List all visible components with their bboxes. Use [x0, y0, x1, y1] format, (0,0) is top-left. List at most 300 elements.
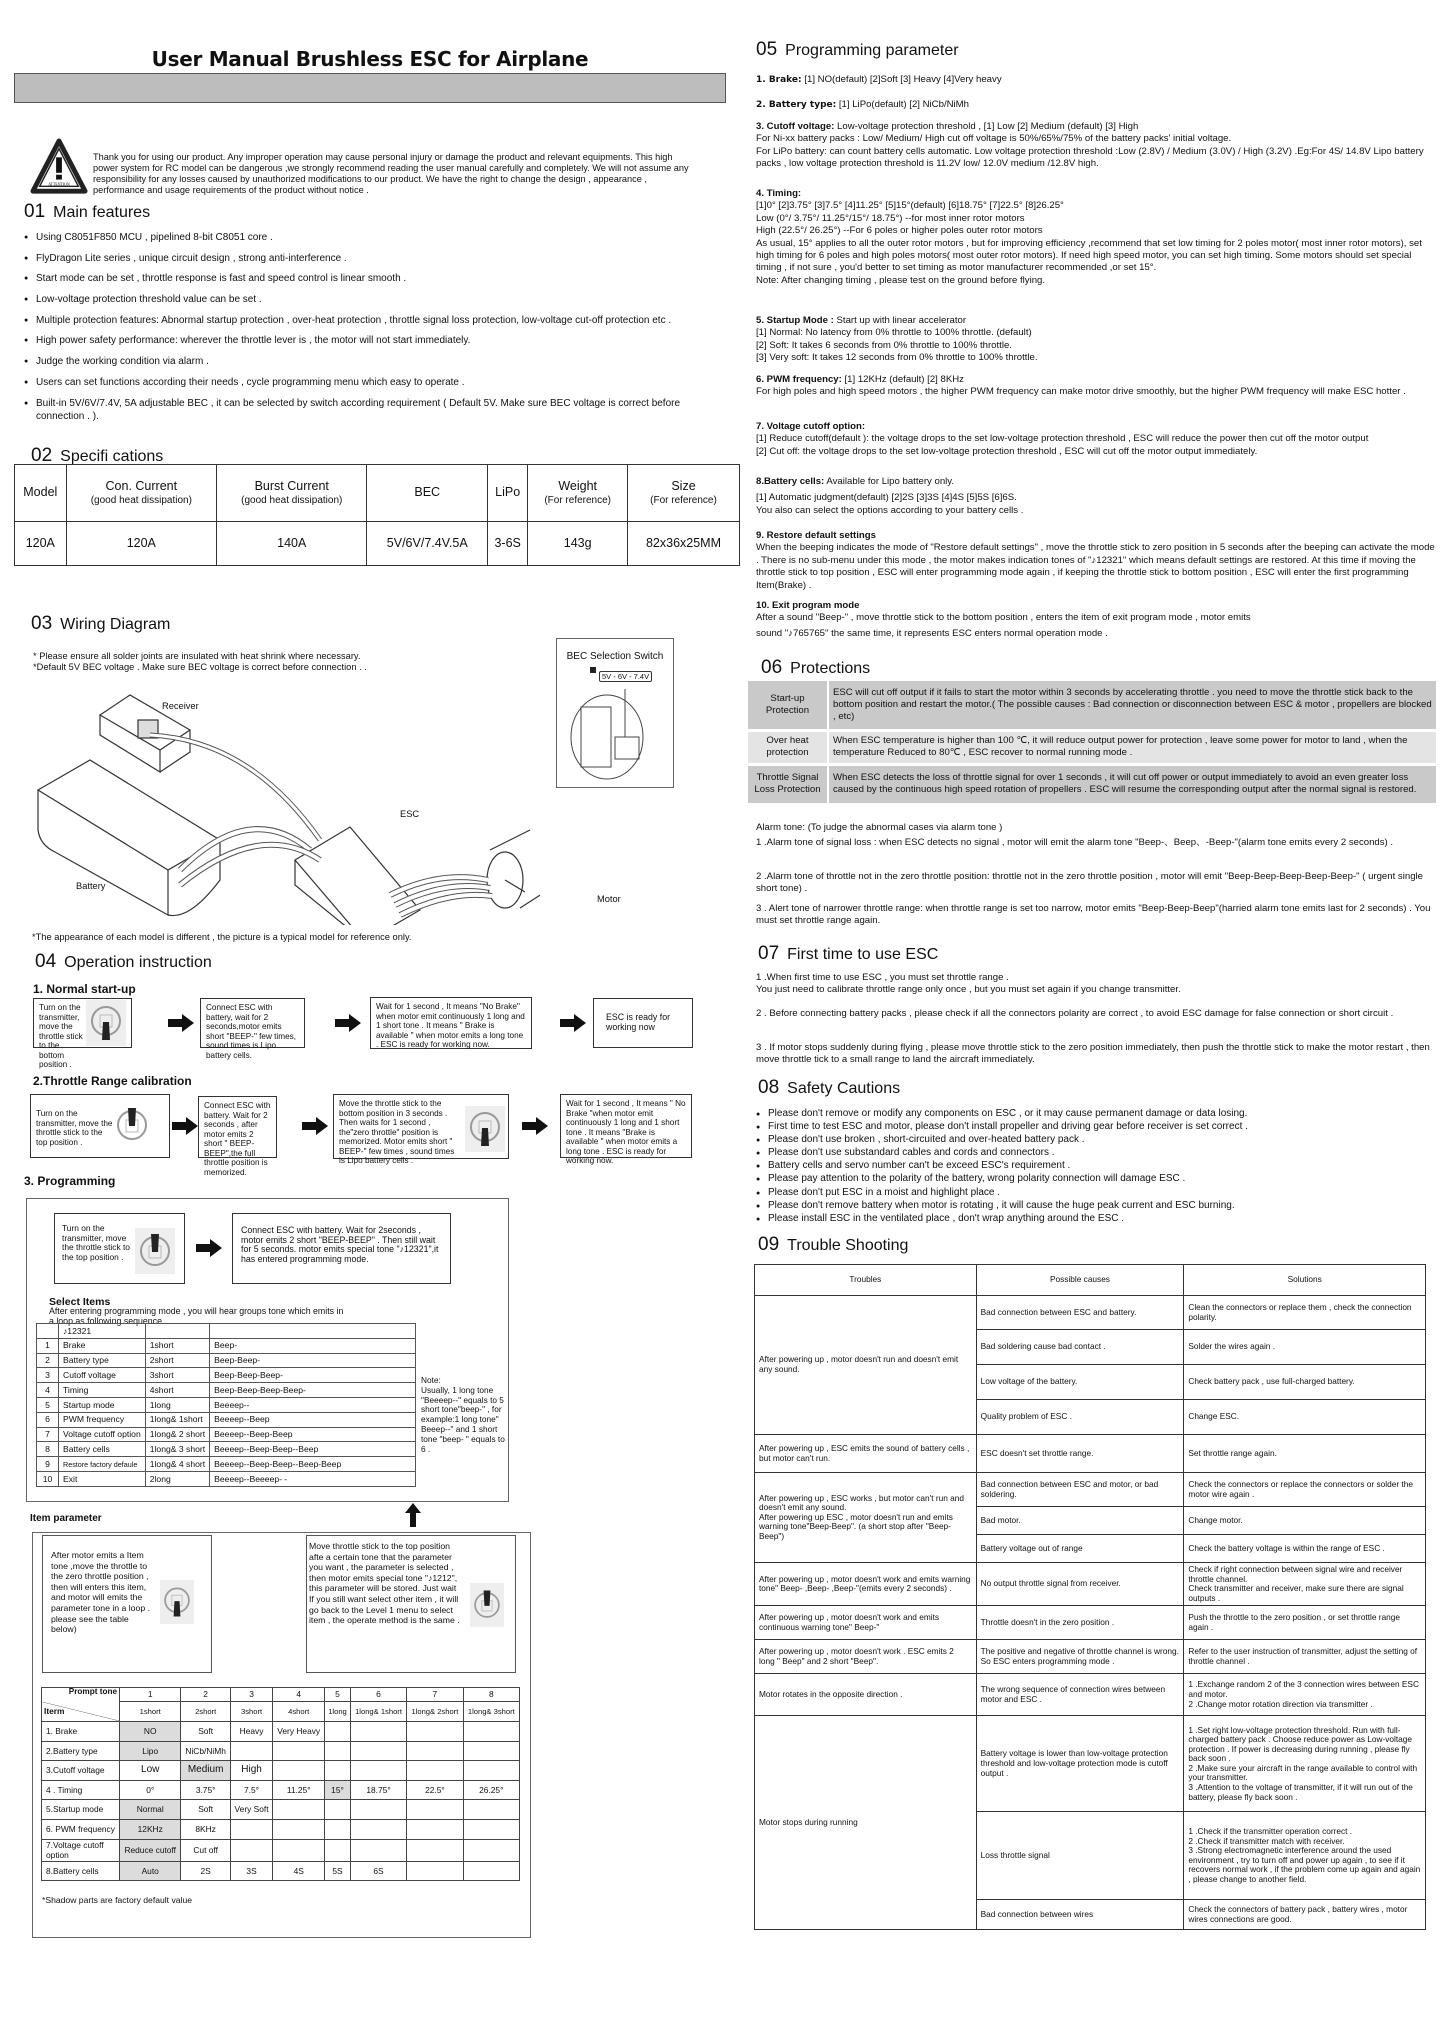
select-item-row [37, 1338, 416, 1353]
spec-header-label: Weight [558, 478, 597, 493]
flow-arrow-icon [335, 1014, 361, 1032]
param-header-row [42, 1702, 520, 1722]
possible-cause: Low voltage of the battery. [976, 1365, 1184, 1400]
solution: Refer to the user instruction of transmitter, adjust the setting of throttle channel . [1184, 1640, 1426, 1674]
select-item-tone: Beeeep--Beep-Beep [210, 1427, 416, 1442]
protection-description: When ESC detects the loss of throttle signal for over 1 seconds , it will cut off power or output immediately to avoid an even greater loss caused by the continuous high speed rotation of propellers . ESC will resume the corresponding output after the normal signal is restored. [828, 764, 1436, 804]
select-item-name: Cutoff voltage [59, 1368, 146, 1383]
param-tone-number: 1 [120, 1688, 181, 1702]
spec-value-cell: 140A [217, 522, 367, 566]
normal-startup-heading: 1. Normal start-up [33, 982, 136, 996]
protection-row [748, 764, 1436, 804]
param-value-cell [463, 1839, 519, 1861]
param-row-label: 4 . Timing [42, 1780, 120, 1800]
select-item-number: 8 [37, 1442, 59, 1457]
param-voltage-cutoff-option: 7. Voltage cutoff option: [1] Reduce cutoff(default ): the voltage drops to the set low-voltage protection threshold , ESC will reduce the power then cut off the motor output [2] Cut off: the voltage drops to the set low-voltage protection threshold , ESC will cut off the motor output immediately. [756, 421, 1369, 457]
throttle-stick-top-icon [470, 1583, 504, 1627]
param-value-cell [273, 1741, 325, 1761]
alarm-tone-3: 3 . Alert tone of narrower throttle range: when throttle range is set too narrow, motor emits "Beep-Beep-Beep"(harried alarm tone emits last for 2 seconds) . You must set throttle range again. [756, 903, 1431, 927]
param-value-cell: Heavy [230, 1722, 272, 1742]
possible-cause: Bad connection between wires [976, 1900, 1184, 1930]
param-value-cell [273, 1800, 325, 1820]
safety-item: ● Please don't put ESC in a moist and highlight place . [756, 1187, 1436, 1199]
param-value-cell [463, 1722, 519, 1742]
param-footnote: *Shadow parts are factory default value [42, 1895, 193, 1905]
param-row-label: 1. Brake [42, 1722, 120, 1742]
section-heading-protections: 06 Protections [761, 657, 871, 678]
solution: Clean the connectors or replace them , check the connection polarity. [1184, 1296, 1426, 1330]
param-value-cell [273, 1819, 325, 1839]
select-item-row [37, 1353, 416, 1368]
feature-item: ● Built-in 5V/6V/7.4V, 5A adjustable BEC , it can be selected by switch according requirement ( Default 5V. Make sure BEC voltage is correct before connection . ). [24, 397, 714, 423]
param-value-cell [463, 1861, 519, 1881]
first-time-item-1: 1 .When first time to use ESC , you must set throttle range . You just need to calibrate throttle range only once , but you must set again if you change transmitter. [756, 972, 1181, 996]
document-title: User Manual Brushless ESC for Airplane [151, 47, 589, 71]
spec-header-cell [627, 465, 739, 522]
possible-cause: Battery voltage out of range [976, 1535, 1184, 1563]
troubleshooting-row [755, 1640, 1426, 1674]
feature-item: ● Multiple protection features: Abnormal startup protection , over-heat protection , throttle signal loss protection, low-voltage cut-off protection etc . [24, 314, 714, 327]
param-startup-mode: 5. Startup Mode : Start up with linear accelerator [1] Normal: No latency from 0% throttle to 100% throttle. (default) [2] Soft: It takes 6 seconds from 0% throttle to 100% throttle. [3] Very soft: It takes 12 seconds from 0% throttle to 100% throttle. [756, 315, 1038, 364]
normal-step-4: ESC is ready for working now [593, 998, 693, 1048]
select-item-name: Voltage cutoff option [59, 1427, 146, 1442]
param-row [42, 1722, 520, 1742]
param-exit-program-mode: 10. Exit program mode After a sound "Beep-" , move throttle stick to the bottom position , enters the item of exit program mode , motor emits sound "♪765765" the same time, it represents ESC enters normal operation mode . [756, 600, 1251, 639]
param-value-cell: Reduce cutoff [120, 1839, 181, 1861]
select-item-prompt: 1short [145, 1338, 209, 1353]
possible-cause: Battery voltage is lower than low-voltage protection threshold and low-voltage protection mode is cutoff output . [976, 1716, 1184, 1812]
spec-header-cell [528, 465, 628, 522]
select-item-name: Exit [59, 1471, 146, 1486]
possible-cause: Bad motor. [976, 1507, 1184, 1535]
select-item-name: Battery type [59, 1353, 146, 1368]
param-value-cell: 7.5° [230, 1780, 272, 1800]
param-row-label: 6. PWM frequency [42, 1819, 120, 1839]
param-value-cell: High [230, 1761, 272, 1781]
safety-list [756, 1108, 1436, 1226]
safety-item: ● Please don't use substandard cables and cords and connectors . [756, 1147, 1436, 1159]
svg-text:ATTENTION: ATTENTION [48, 182, 70, 187]
protection-row [748, 681, 1436, 730]
troubleshooting-table [754, 1264, 1426, 1930]
trouble-description: After powering up , ESC emits the sound of battery cells , but motor can't run. [755, 1435, 977, 1473]
param-value-cell [350, 1722, 406, 1742]
param-tone-number: 7 [407, 1688, 463, 1702]
solution: Change ESC. [1184, 1400, 1426, 1435]
select-item-prompt: 1long [145, 1397, 209, 1412]
bec-selection-switch-panel [556, 638, 674, 788]
select-item-row [37, 1368, 416, 1383]
param-tone-number: 4 [273, 1688, 325, 1702]
spec-value-cell: 143g [528, 522, 628, 566]
feature-item: ● Using C8051F850 MCU , pipelined 8-bit C8051 core . [24, 231, 714, 244]
select-item-row [37, 1397, 416, 1412]
item-param-right-box: Move throttle stick to the top position afte a certain tone that the parameter you want , the parameter is selected , then motor emits special tone "♪1212", this parameter will be stored. Just wait If you still want select other item , it will go back to the Level 1 menu to select item , the operate method is the same . [306, 1535, 516, 1673]
param-row [42, 1741, 520, 1761]
item-param-left-box: After motor emits a Item tone ,move the throttle to the zero throttle position , then will enters this item, and motor will emits the parameter tone in a loop . please see the table below) [42, 1535, 212, 1673]
param-value-cell [463, 1741, 519, 1761]
spec-header-label: Burst Current [254, 478, 329, 493]
param-value-cell: 22.5° [407, 1780, 463, 1800]
section-heading-safety-cautions: 08 Safety Cautions [758, 1077, 901, 1098]
solution: Check if right connection between signal wire and receiver throttle channel. Check transmitter and receiver, make sure there are signal outputs . [1184, 1563, 1426, 1606]
param-tone-label: 1long& 1short [350, 1702, 406, 1722]
select-item-number: 6 [37, 1412, 59, 1427]
param-header-row [42, 1688, 520, 1702]
param-battery-cells: 8.Battery cells: Available for Lipo battery only. [1] Automatic judgment(default) [2]2S [3]3S [4]4S [5]5S [6]6S. You also can select the options according to your battery cells . [756, 476, 1024, 516]
safety-item: ● First time to test ESC and motor, please don't install propeller and driving gear before receiver is set correct . [756, 1121, 1436, 1133]
section-heading-trouble-shooting: 09 Trouble Shooting [758, 1234, 909, 1255]
feature-item: ● Users can set functions according their needs , cycle programming menu which easy to operate . [24, 376, 714, 389]
prog-step-2: Connect ESC with battery. Wait for 2seconds , motor emits 2 short "BEEP-BEEP" . Then still wait for 5 seconds. motor emits special tone "♪12321",it has entered programming mode. [232, 1213, 451, 1284]
param-tone-label: 2short [181, 1702, 230, 1722]
param-tone-label: 1long& 2short [407, 1702, 463, 1722]
possible-cause: The wrong sequence of connection wires between motor and ESC . [976, 1674, 1184, 1716]
param-value-cell [325, 1800, 351, 1820]
param-value-cell: Auto [120, 1861, 181, 1881]
select-item-row [37, 1442, 416, 1457]
param-value-cell [463, 1800, 519, 1820]
select-item-tone: Beep- [210, 1338, 416, 1353]
param-value-cell: Soft [181, 1722, 230, 1742]
spec-header-sublabel: (For reference) [650, 494, 717, 506]
select-item-tone: Beeeep--Beep-Beep--Beep [210, 1442, 416, 1457]
bec-circuit-zoom-icon [567, 689, 647, 784]
flow-arrow-icon [302, 1117, 328, 1135]
param-value-cell [325, 1722, 351, 1742]
first-time-item-2: 2 . Before connecting battery packs , please check if all the connectors polarity are correct , to avoid ESC damage for false connection or short circuit . [756, 1008, 1394, 1019]
troubleshooting-row [755, 1296, 1426, 1330]
select-items-heading: Select Items [49, 1296, 111, 1308]
param-value-cell [273, 1839, 325, 1861]
select-cell [145, 1324, 209, 1339]
wiring-note-2: *Default 5V BEC voltage . Make sure BEC voltage is correct before connection . . [33, 662, 367, 672]
param-value-cell [325, 1819, 351, 1839]
possible-cause: Throttle doesn't in the zero position . [976, 1606, 1184, 1640]
spec-value-cell: 3-6S [487, 522, 527, 566]
solution: Check the connectors or replace the connectors or solder the motor wire again . [1184, 1473, 1426, 1507]
battery-label: Battery [76, 881, 106, 891]
select-item-row [37, 1457, 416, 1472]
param-value-cell [230, 1819, 272, 1839]
flow-arrow-icon [560, 1014, 586, 1032]
param-value-cell: 26.25° [463, 1780, 519, 1800]
param-value-cell: Medium [181, 1761, 230, 1781]
flow-arrow-icon [168, 1014, 194, 1032]
param-value-cell [407, 1819, 463, 1839]
safety-item: ● Please don't remove battery when motor is rotating , it will cause the huge peak current and ESC burning. [756, 1200, 1436, 1212]
param-value-cell [350, 1819, 406, 1839]
possible-cause: The positive and negative of throttle channel is wrong. So ESC enters programming mode . [976, 1640, 1184, 1674]
param-row-label: 2.Battery type [42, 1741, 120, 1761]
receiver-label: Receiver [162, 701, 199, 711]
solution: Check the connectors of battery pack , battery wires , motor wires connections are good. [1184, 1900, 1426, 1930]
param-value-cell: Lipo [120, 1741, 181, 1761]
spec-header-cell [367, 465, 488, 522]
param-value-cell [230, 1741, 272, 1761]
param-value-cell: NO [120, 1722, 181, 1742]
up-arrow-icon [405, 1503, 421, 1527]
motor-label: Motor [597, 894, 621, 904]
param-value-cell [407, 1761, 463, 1781]
troubleshooting-row [755, 1606, 1426, 1640]
alarm-tone-1: 1 .Alarm tone of signal loss : when ESC detects no signal , motor will emit the alarm tone "Beep-、Beep、-Beep-"(alarm tone emits every 2 seconds) . [756, 837, 1394, 848]
param-tone-label: 1long& 3short [463, 1702, 519, 1722]
param-pwm-frequency: 6. PWM frequency: [1] 12KHz (default) [2] 8KHz For high poles and high speed motors , the higher PWM frequency can make motor drive smoothly, but the higher PWM frequency will make ESC hotter . [756, 374, 1406, 398]
solution: Change motor. [1184, 1507, 1426, 1535]
param-value-cell: NiCb/NiMh [181, 1741, 230, 1761]
solution: Check battery pack , use full-charged battery. [1184, 1365, 1426, 1400]
param-tone-number: 3 [230, 1688, 272, 1702]
troubleshooting-row [755, 1435, 1426, 1473]
calib-step-4: Wait for 1 second , It means " No Brake "when motor emit continuously 1 long and 1 short tone . It means "Brake is available " when motor emits a long tone . ESC is ready for working now. [560, 1094, 692, 1158]
select-item-name: Startup mode [59, 1397, 146, 1412]
throttle-stick-top-icon [135, 1228, 175, 1274]
trouble-description: After powering up , motor doesn't work and emits continuous warning tone" Beep-" [755, 1606, 977, 1640]
spec-value-cell: 120A [15, 522, 67, 566]
possible-cause: Bad connection between ESC and motor, or bad soldering. [976, 1473, 1184, 1507]
param-row-label: 3.Cutoff voltage [42, 1761, 120, 1781]
trouble-description: Motor rotates in the opposite direction . [755, 1674, 977, 1716]
flow-arrow-icon [196, 1239, 222, 1257]
feature-item: ● High power safety performance: wherever the throttle lever is , the motor will not start immediately. [24, 334, 714, 347]
select-items-table [36, 1323, 416, 1487]
param-value-cell: 2S [181, 1861, 230, 1881]
param-value-cell [407, 1800, 463, 1820]
param-value-cell: 18.75° [350, 1780, 406, 1800]
throttle-stick-bottom-icon [465, 1106, 505, 1152]
troubleshooting-header-cell: Possible causes [976, 1265, 1184, 1296]
section-heading-main-features: 01 Main features [24, 201, 151, 222]
feature-item: ● Start mode can be set , throttle response is fast and speed control is linear smooth . [24, 272, 714, 285]
spec-header-label: Model [23, 485, 58, 500]
spec-header-cell [15, 465, 67, 522]
spec-header-label: LiPo [495, 485, 521, 500]
select-item-tone: Beep-Beep- [210, 1353, 416, 1368]
param-value-cell: 0° [120, 1780, 181, 1800]
select-item-name: PWM frequency [59, 1412, 146, 1427]
features-list [24, 231, 714, 430]
spec-header-cell [487, 465, 527, 522]
param-row [42, 1780, 520, 1800]
specifications-table [14, 464, 740, 566]
protection-name: Over heat protection [748, 730, 828, 764]
protection-description: ESC will cut off output if it fails to start the motor within 3 seconds by accelerating throttle . you need to move the throttle stick back to the bottom position and restart the motor.( The possible causes : Bad connection or disconnection between ESC & motor , propellers are blocked , etc) [828, 681, 1436, 730]
section-heading-operation-instruction: 04 Operation instruction [35, 951, 212, 972]
wiring-note-1: * Please ensure all solder joints are insulated with heat shrink where necessary. [33, 651, 361, 661]
throttle-calibration-heading: 2.Throttle Range calibration [33, 1074, 192, 1088]
flow-arrow-icon [522, 1117, 548, 1135]
protection-description: When ESC temperature is higher than 100 ℃, it will reduce output power for protection , leave some power for motor to land , when the temperature Reduced to 80℃ , ESC recover to normal running mode . [828, 730, 1436, 764]
spec-header-cell [217, 465, 367, 522]
select-item-prompt: 1long& 1short [145, 1412, 209, 1427]
param-restore-default: 9. Restore default settings When the beeping indicates the mode of "Restore default settings" , move the throttle stick to zero position in 5 seconds after the beeping can activate the mode . There is no sub-menu under this mode , the motor makes indication tones of "♪12321" which means default settings are restored. At this time if moving the throttle stick to top position , ESC will enter programming mode again , if keeping the throttle stick to bottom position , ESC will enter the first programming Item(Brake) . [756, 530, 1435, 591]
protection-row [748, 730, 1436, 764]
param-row [42, 1761, 520, 1781]
param-value-cell: 6S [350, 1861, 406, 1881]
param-value-cell [325, 1839, 351, 1861]
select-cell [37, 1324, 59, 1339]
param-value-cell: Very Soft [230, 1800, 272, 1820]
select-item-tone: Beep-Beep-Beep-Beep- [210, 1383, 416, 1398]
select-item-prompt: 1long& 3 short [145, 1442, 209, 1457]
solution: 1 .Set right low-voltage protection threshold. Run with full-charged battery pack . Choose reduce power as Low-voltage protection . If power is decreasing during running , please fly back soon . 2 .Make sure your aircraft in the range available to control with your transmitter. 3 .Attention to the voltage of transmitter, if it will run out of the battery, please fly back soon . [1184, 1716, 1426, 1812]
param-tone-label: 3short [230, 1702, 272, 1722]
select-item-number: 4 [37, 1383, 59, 1398]
param-value-cell: 3.75° [181, 1780, 230, 1800]
calib-step-3: Move the throttle stick to the bottom position in 3 seconds . Then waits for 1 second , the"zero throttle" position is memorized. Motor emits short " BEEP-" few times , sound times is Lipo battery cells . [333, 1094, 509, 1159]
throttle-stick-top-icon [112, 1102, 152, 1148]
spec-header-sublabel: (good heat dissipation) [90, 494, 192, 506]
spec-header-sublabel: (For reference) [544, 494, 611, 506]
select-item-tone: Beeeep--Beeeep- - [210, 1471, 416, 1486]
param-tone-label: 1long [325, 1702, 351, 1722]
safety-item: ● Please install ESC in the ventilated place , don't wrap anything around the ESC . [756, 1213, 1436, 1225]
spec-value-cell: 82x36x25MM [627, 522, 739, 566]
param-row-label: 7.Voltage cutoff option [42, 1839, 120, 1861]
select-item-tone: Beeeep-- [210, 1397, 416, 1412]
esc-illustration [295, 827, 420, 925]
param-value-cell [350, 1800, 406, 1820]
select-table-header-row [37, 1324, 416, 1339]
programming-heading: 3. Programming [24, 1174, 116, 1188]
select-item-number: 9 [37, 1457, 59, 1472]
motor-illustration [487, 830, 540, 908]
possible-cause: Bad connection between ESC and battery. [976, 1296, 1184, 1330]
calib-step-2: Connect ESC with battery. Wait for 2 seconds , after motor emits 2 short " BEEP-BEEP",the full throttle position is memorized. [198, 1096, 277, 1158]
spec-header-sublabel: (good heat dissipation) [241, 494, 343, 506]
bec-switch-icon [590, 667, 596, 673]
spec-header-cell [66, 465, 216, 522]
param-tone-number: 5 [325, 1688, 351, 1702]
select-items-description: After entering programming mode , you will hear groups tone which emits in a loop as following sequence . [49, 1306, 344, 1326]
title-banner [14, 73, 726, 103]
throttle-stick-bottom-icon [86, 1000, 126, 1046]
select-item-row [37, 1471, 416, 1486]
param-timing: 4. Timing: [1]0° [2]3.75° [3]7.5° [4]11.25° [5]15°(default) [6]18.75° [7]22.5° [8]26.25° Low (0°/ 3.75°/ 11.25°/15°/ 18.75°) --for most inner rotor motors High (22.5°/ 26.25°) --For 6 poles or higher poles outer rotor motors As usual, 15° applies to all the outer rotor motors , but for improving efficiency ,recommend that set low timing for 2 poles motor( most inner rotor motors), set high timing for 6 poles and high poles motors( most outer rotor motors). If need high speed motor, you can set high timing. Some motors should set special timing , if not sure , you'd better to set timing as motor manufacturer recommended ,or set 15°. Note: After changing timing , please test on the ground before flying. [756, 188, 1422, 286]
troubleshooting-row [755, 1563, 1426, 1606]
normal-step-1: Turn on the transmitter, move the throttle stick to the bottom position . [33, 998, 132, 1048]
solution: Check the battery voltage is within the range of ESC . [1184, 1535, 1426, 1563]
select-item-number: 3 [37, 1368, 59, 1383]
spec-value-cell: 120A [66, 522, 216, 566]
troubleshooting-row [755, 1674, 1426, 1716]
param-value-cell: 3S [230, 1861, 272, 1881]
select-item-number: 7 [37, 1427, 59, 1442]
spec-header-label: Con. Current [105, 478, 178, 493]
param-value-cell: Cut off [181, 1839, 230, 1861]
normal-step-2: Connect ESC with battery, wait for 2 seconds,motor emits short "BEEP-" few times, sound times is Lipo battery cells. [200, 998, 305, 1048]
select-item-number: 10 [37, 1471, 59, 1486]
trouble-description: Motor stops during running [755, 1716, 977, 1930]
solution: 1 .Exchange random 2 of the 3 connection wires between ESC and motor. 2 .Change motor rotation direction via transmitter . [1184, 1674, 1426, 1716]
select-items-note: Note: Usually, 1 long tone "Beeeep--" equals to 5 short tone"beep-" , for example:1 long tone" Beeep--" and 1 short tone "beep- " equals to 6 . [421, 1375, 505, 1454]
prog-step-1: Turn on the transmitter, move the throttle stick to the top position . [54, 1213, 185, 1284]
select-cell [210, 1324, 416, 1339]
flow-arrow-icon [172, 1117, 198, 1135]
param-value-cell: Normal [120, 1800, 181, 1820]
param-value-cell [350, 1839, 406, 1861]
section-heading-wiring-diagram: 03 Wiring Diagram [31, 613, 171, 634]
select-item-number: 5 [37, 1397, 59, 1412]
param-row-label: 5.Startup mode [42, 1800, 120, 1820]
spec-value-cell: 5V/6V/7.4V.5A [367, 522, 488, 566]
param-row [42, 1861, 520, 1881]
possible-cause: Bad soldering cause bad contact . [976, 1330, 1184, 1365]
param-value-cell [463, 1761, 519, 1781]
param-header-item: Iterm [42, 1702, 120, 1722]
param-value-cell [325, 1741, 351, 1761]
solution: Set throttle range again. [1184, 1435, 1426, 1473]
param-value-cell: 4S [273, 1861, 325, 1881]
param-value-cell [230, 1839, 272, 1861]
possible-cause: Quality problem of ESC . [976, 1400, 1184, 1435]
solution: Solder the wires again . [1184, 1330, 1426, 1365]
select-item-row [37, 1383, 416, 1398]
param-value-cell [407, 1741, 463, 1761]
param-value-cell [325, 1761, 351, 1781]
troubleshooting-header-cell: Troubles [755, 1265, 977, 1296]
param-value-cell: 15° [325, 1780, 351, 1800]
select-item-number: 2 [37, 1353, 59, 1368]
select-item-prompt: 3short [145, 1368, 209, 1383]
param-tone-label: 4short [273, 1702, 325, 1722]
param-tone-number: 8 [463, 1688, 519, 1702]
param-value-cell [407, 1861, 463, 1881]
wiring-footnote: *The appearance of each model is different , the picture is a typical model for reference only. [32, 932, 412, 942]
select-item-row [37, 1412, 416, 1427]
param-value-cell [273, 1761, 325, 1781]
select-item-name: Restore factory defaule [59, 1457, 146, 1472]
section-heading-first-time: 07 First time to use ESC [758, 943, 939, 964]
select-item-prompt: 1long& 2 short [145, 1427, 209, 1442]
select-tone-header: ♪12321 [59, 1324, 146, 1339]
select-item-prompt: 1long& 4 short [145, 1457, 209, 1472]
param-row-label: 8.Battery cells [42, 1861, 120, 1881]
possible-cause: No output throttle signal from receiver. [976, 1563, 1184, 1606]
normal-step-3: Wait for 1 second , It means "No Brake" when motor emit continuously 1 long and 1 short tone . It means " Brake is available " when motor emits a long tone . ESC is ready for working now. [370, 997, 532, 1049]
param-tone-label: 1short [120, 1702, 181, 1722]
param-value-cell [350, 1741, 406, 1761]
select-item-tone: Beeeep--Beep-Beep--Beep-Beep [210, 1457, 416, 1472]
select-item-tone: Beeeep--Beep [210, 1412, 416, 1427]
trouble-description: After powering up , motor doesn't work and emits warning tone" Beep- ,Beep- ,Beep-"(emits every 2 seconds) . [755, 1563, 977, 1606]
protections-table [748, 681, 1436, 806]
param-value-cell: Very Heavy [273, 1722, 325, 1742]
select-item-tone: Beep-Beep-Beep- [210, 1368, 416, 1383]
select-item-prompt: 2long [145, 1471, 209, 1486]
param-value-cell: 12KHz [120, 1819, 181, 1839]
alarm-tone-2: 2 .Alarm tone of throttle not in the zero throttle position: throttle not in the zero throttle position , motor will emit "Beep-Beep-Beep-Beep-Beep-" ( urgent single short tone) . [756, 871, 1423, 895]
solution: 1 .Check if the transmitter operation correct . 2 .Check if transmitter match with receiver. 3 .Strong electromagnetic interference around the used environment , try to turn off and power up again , to see if it recovers normal work , if the problem come up again and again , please change to another field. [1184, 1812, 1426, 1900]
battery-illustration [38, 760, 220, 916]
intro-paragraph: Thank you for using our product. Any improper operation may cause personal injury or damage the product and relevant equipments. This high power system for RC model can be dangerous ,we strongly recommend reading the user manual carefully and completely. We will not assume any responsibility for any losses caused by unauthorized modifications to our product. We have the right to change the design , appearance , performance and usage requirements of the product without notice . [93, 152, 689, 195]
trouble-description: After powering up , ESC works , but motor can't run and doesn't emit any sound. After powering up ESC , motor doesn't run and emits warning tone"Beep-Beep". (a short stop after "Beep-Beep") [755, 1473, 977, 1563]
select-item-name: Brake [59, 1338, 146, 1353]
select-item-name: Battery cells [59, 1442, 146, 1457]
select-item-prompt: 4short [145, 1383, 209, 1398]
select-item-name: Timing [59, 1383, 146, 1398]
protection-name: Throttle Signal Loss Protection [748, 764, 828, 804]
troubleshooting-header-cell: Solutions [1184, 1265, 1426, 1296]
feature-item: ● FlyDragon Lite series , unique circuit design , strong anti-interference . [24, 252, 714, 265]
troubleshooting-row [755, 1473, 1426, 1507]
param-row [42, 1800, 520, 1820]
param-value-cell: 11.25° [273, 1780, 325, 1800]
trouble-description: After powering up , motor doesn't run and doesn't emit any sound. [755, 1296, 977, 1435]
feature-item: ● Judge the working condition via alarm . [24, 355, 714, 368]
troubleshooting-header-row [755, 1265, 1426, 1296]
